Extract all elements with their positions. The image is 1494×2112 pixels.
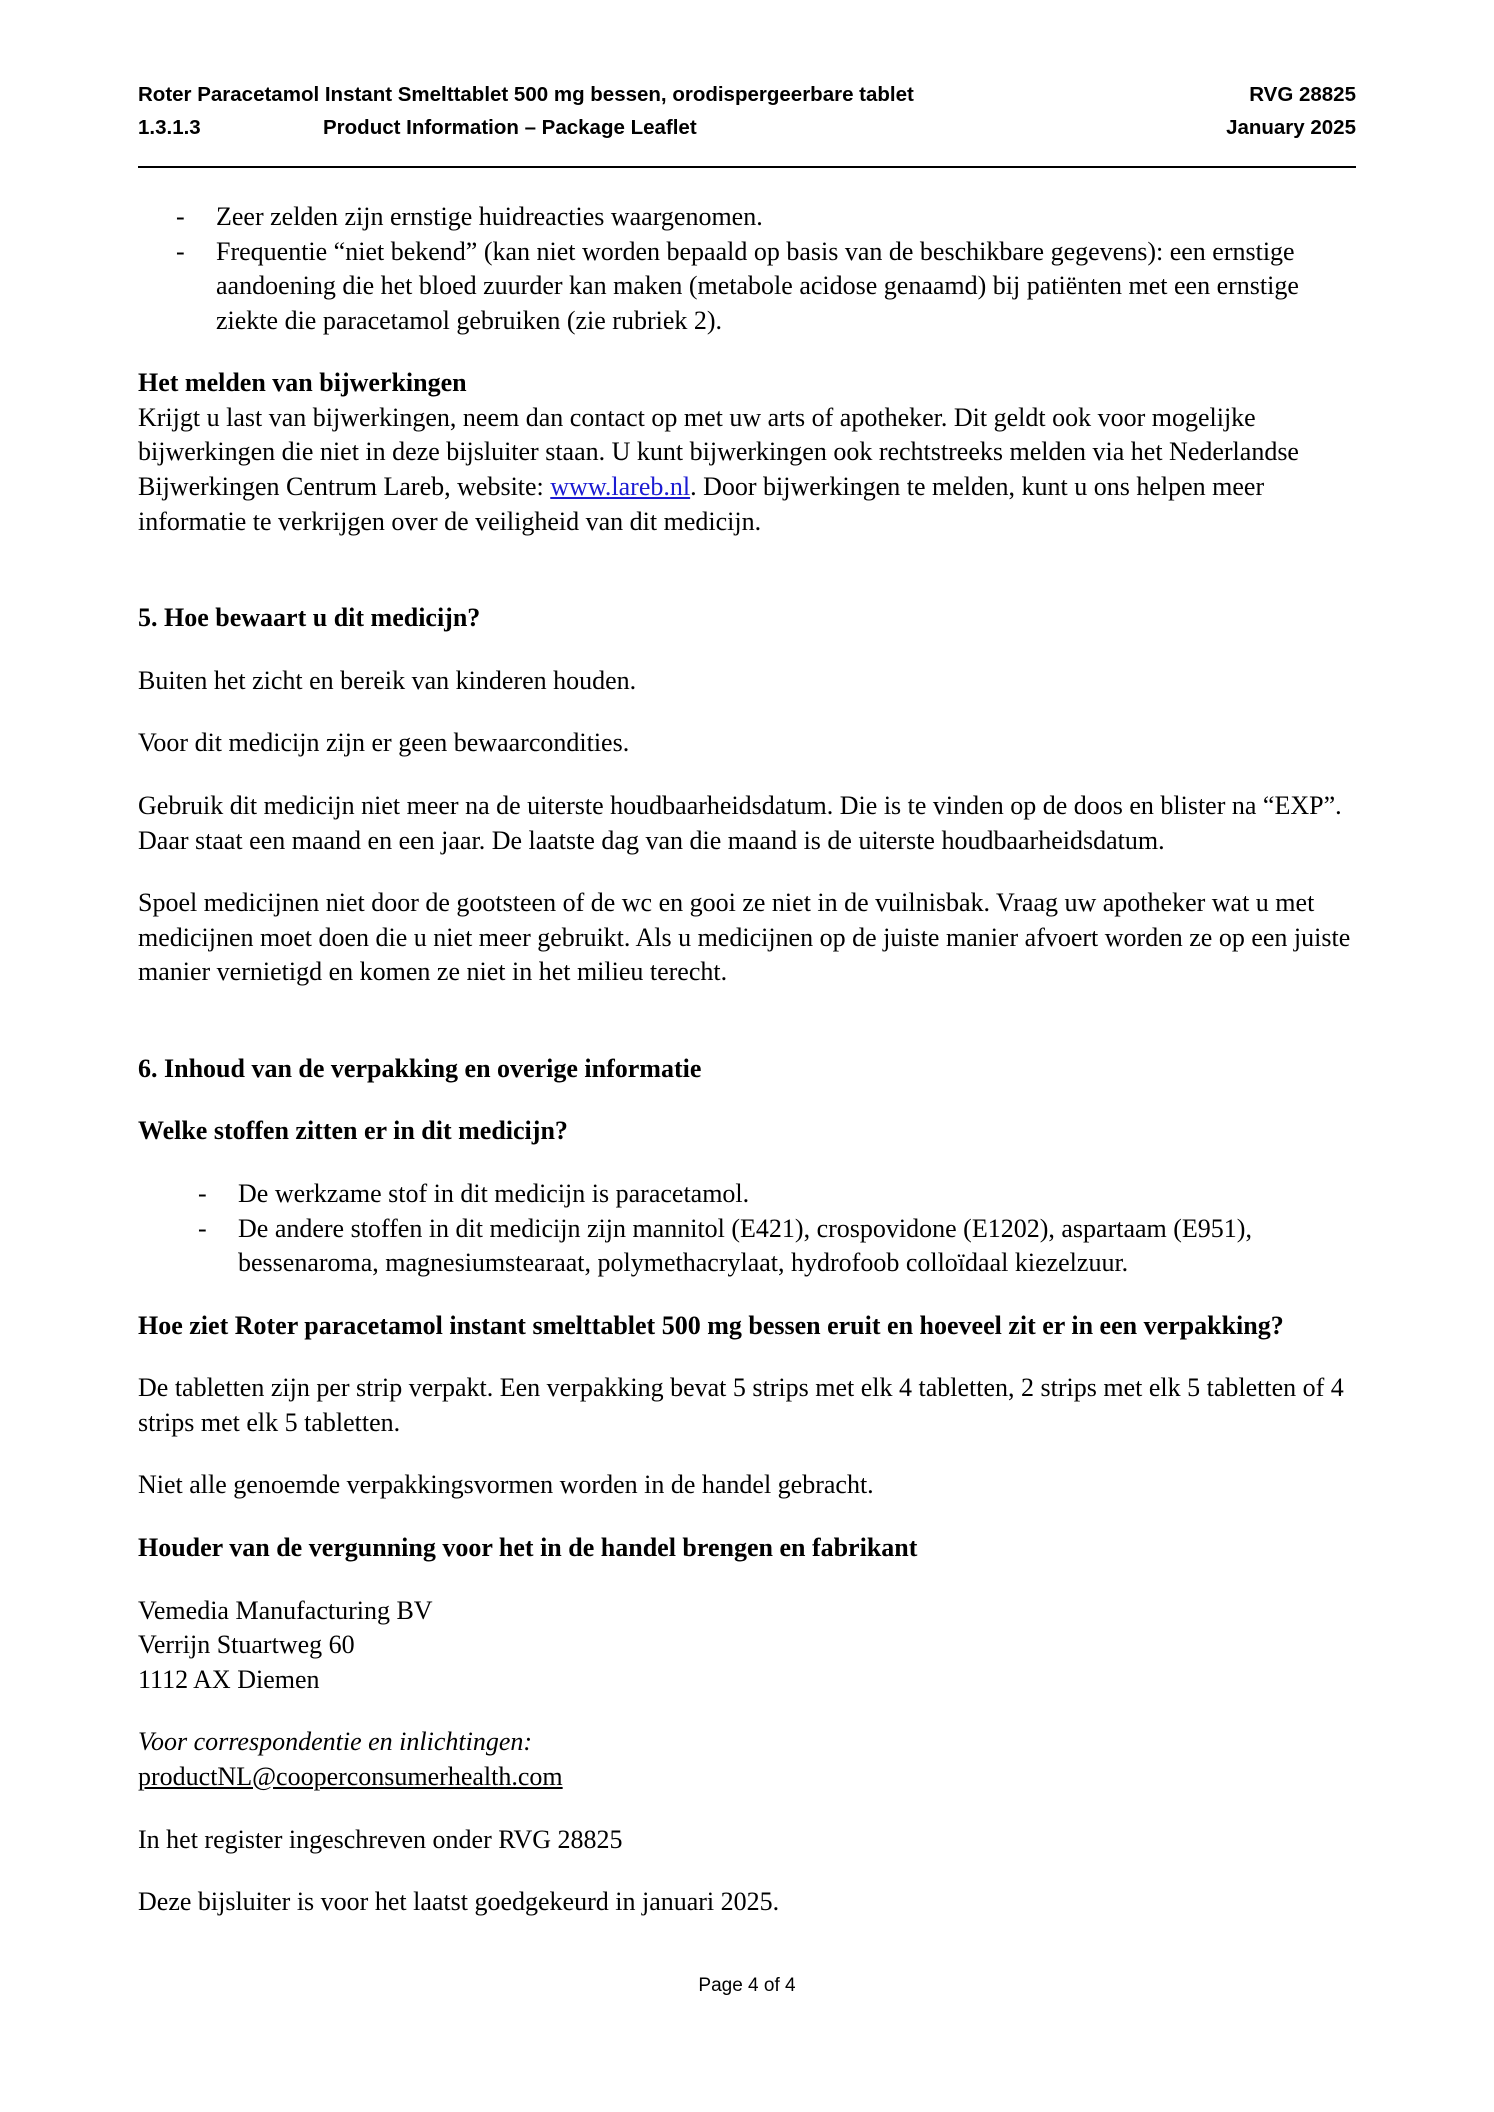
section-5-paragraph-4: Spoel medicijnen niet door de gootsteen of de wc en gooi ze niet in de vuilnisbak. Vraag uw apotheker wat u met medicijnen moet doen die u niet meer gebruikt. Als u medicijnen op de juiste manier afvoert worden ze op een juiste manier vernietigd en komen ze niet in het milieu terecht.	[138, 888, 1351, 987]
spacer	[138, 1795, 1356, 1823]
list-item-text: De andere stoffen in dit medicijn zijn mannitol (E421), crospovidone (E1202), aspartaam (E951), bessenaroma, magnesiumstearaat, polymethacrylaat, hydrofoob colloïdaal kiezelzuur.	[238, 1213, 1252, 1278]
correspondence-email-link[interactable]: productNL@cooperconsumerhealth.com	[138, 1761, 563, 1791]
not-all-packaging-paragraph: Niet alle genoemde verpakkingsvormen worden in de handel gebracht.	[138, 1470, 874, 1500]
list-item-text: Zeer zelden zijn ernstige huidreacties waargenomen.	[216, 202, 763, 231]
spacer	[138, 698, 1356, 726]
register-paragraph: In het register ingeschreven onder RVG 28825	[138, 1824, 623, 1854]
spacer	[138, 990, 1356, 1052]
side-effects-bullet-list	[138, 200, 1356, 338]
header-row-title	[138, 78, 1356, 111]
correspondence-block	[138, 1725, 1356, 1794]
header-document-type: Product Information – Package Leaflet	[323, 116, 697, 140]
spacer	[138, 761, 1356, 789]
manufacturer-address-block	[138, 1594, 1356, 1698]
spacer	[138, 1281, 1356, 1309]
spacer	[138, 1086, 1356, 1114]
list-item	[138, 1212, 1356, 1281]
list-item	[138, 200, 1356, 235]
section-6-heading: 6. Inhoud van de verpakking en overige informatie	[138, 1053, 702, 1083]
dash-bullet-icon: -	[198, 1178, 207, 1208]
spacer	[138, 1566, 1356, 1594]
header-rvg-number: RVG 28825	[1249, 83, 1356, 106]
spacer	[138, 1343, 1356, 1371]
ingredients-heading: Welke stoffen zitten er in dit medicijn?	[138, 1116, 568, 1146]
spacer	[138, 1857, 1356, 1885]
section-5-paragraph-2: Voor dit medicijn zijn er geen bewaarcondities.	[138, 728, 630, 758]
header-product-title: Roter Paracetamol Instant Smelttablet 500 mg bessen, orodispergeerbare tablet	[138, 83, 914, 106]
correspondence-label: Voor correspondentie en inlichtingen:	[138, 1727, 533, 1757]
address-line: Verrijn Stuartweg 60	[138, 1630, 355, 1660]
appearance-heading: Hoe ziet Roter paracetamol instant smelttablet 500 mg bessen eruit en hoeveel zit er in een verpakking?	[138, 1310, 1284, 1340]
header-meta-left	[138, 111, 697, 144]
reporting-text-part2: . Door bijwerkingen te melden, kunt u ons helpen meer informatie te verkrijgen over de veiligheid van dit medicijn.	[138, 472, 1265, 536]
marketing-authorisation-heading: Houder van de vergunning voor het in de handel brengen en fabrikant	[138, 1533, 918, 1563]
spacer	[138, 1503, 1356, 1531]
section-5-paragraph-3: Gebruik dit medicijn niet meer na de uiterste houdbaarheidsdatum. Die is te vinden op de doos en blister na “EXP”. Daar staat een maand en een jaar. De laatste dag van die maand is de uiterste houdbaarheidsdatum.	[138, 790, 1342, 855]
header-row-meta	[138, 111, 1356, 144]
spacer	[138, 338, 1356, 366]
appearance-paragraph: De tabletten zijn per strip verpakt. Een verpakking bevat 5 strips met elk 4 tabletten, 2 strips met elk 5 tabletten of 4 strips met elk 5 tabletten.	[138, 1373, 1344, 1437]
header-date: January 2025	[1226, 116, 1356, 140]
spacer	[138, 1440, 1356, 1468]
list-item-text: De werkzame stof in dit medicijn is paracetamol.	[238, 1178, 750, 1208]
ingredients-bullet-list	[138, 1177, 1356, 1281]
reporting-text-part1: Krijgt u last van bijwerkingen, neem dan contact op met uw arts of apotheker. Dit geldt ook voor mogelijke bijwerkingen die niet in deze bijsluiter staan. U kunt bijwerkingen ook rechtstreeks melden via het Nederlandse Bijwerkingen Centrum Lareb, website:	[138, 402, 1299, 502]
section-5-heading: 5. Hoe bewaart u dit medicijn?	[138, 603, 481, 633]
reporting-side-effects-heading: Het melden van bijwerkingen	[138, 368, 467, 398]
address-line: 1112 AX Diemen	[138, 1664, 320, 1694]
header-title-left	[138, 78, 914, 111]
spacer	[138, 858, 1356, 886]
page-number-label: Page 4 of 4	[698, 1975, 796, 1996]
section-5-paragraph-1: Buiten het zicht en bereik van kinderen houden.	[138, 665, 637, 695]
spacer	[138, 636, 1356, 664]
spacer	[138, 1149, 1356, 1177]
reporting-side-effects-paragraph	[138, 401, 1356, 539]
approval-date-paragraph: Deze bijsluiter is voor het laatst goedgekeurd in januari 2025.	[138, 1887, 780, 1917]
document-header	[138, 78, 1356, 144]
dash-bullet-icon: -	[176, 202, 185, 231]
correspondence-email-line	[138, 1760, 1356, 1795]
spacer	[138, 1697, 1356, 1725]
document-footer	[0, 1975, 1494, 1997]
lareb-website-link[interactable]: www.lareb.nl	[550, 472, 691, 502]
header-divider-rule	[138, 166, 1356, 168]
spacer	[138, 539, 1356, 601]
list-item	[138, 235, 1356, 339]
list-item-text: Frequentie “niet bekend” (kan niet worden bepaald op basis van de beschikbare gegevens): een ernstige aandoening die het bloed zuurder kan maken (metabole acidose genaamd) bij patiënten met een ernstige ziekte die paracetamol gebruiken (zie rubriek 2).	[216, 236, 1299, 335]
header-document-number: 1.3.1.3	[138, 116, 201, 140]
dash-bullet-icon: -	[176, 236, 185, 266]
dash-bullet-icon: -	[198, 1213, 207, 1243]
document-body	[138, 200, 1356, 1920]
address-line: Vemedia Manufacturing BV	[138, 1595, 433, 1625]
list-item	[138, 1177, 1356, 1212]
